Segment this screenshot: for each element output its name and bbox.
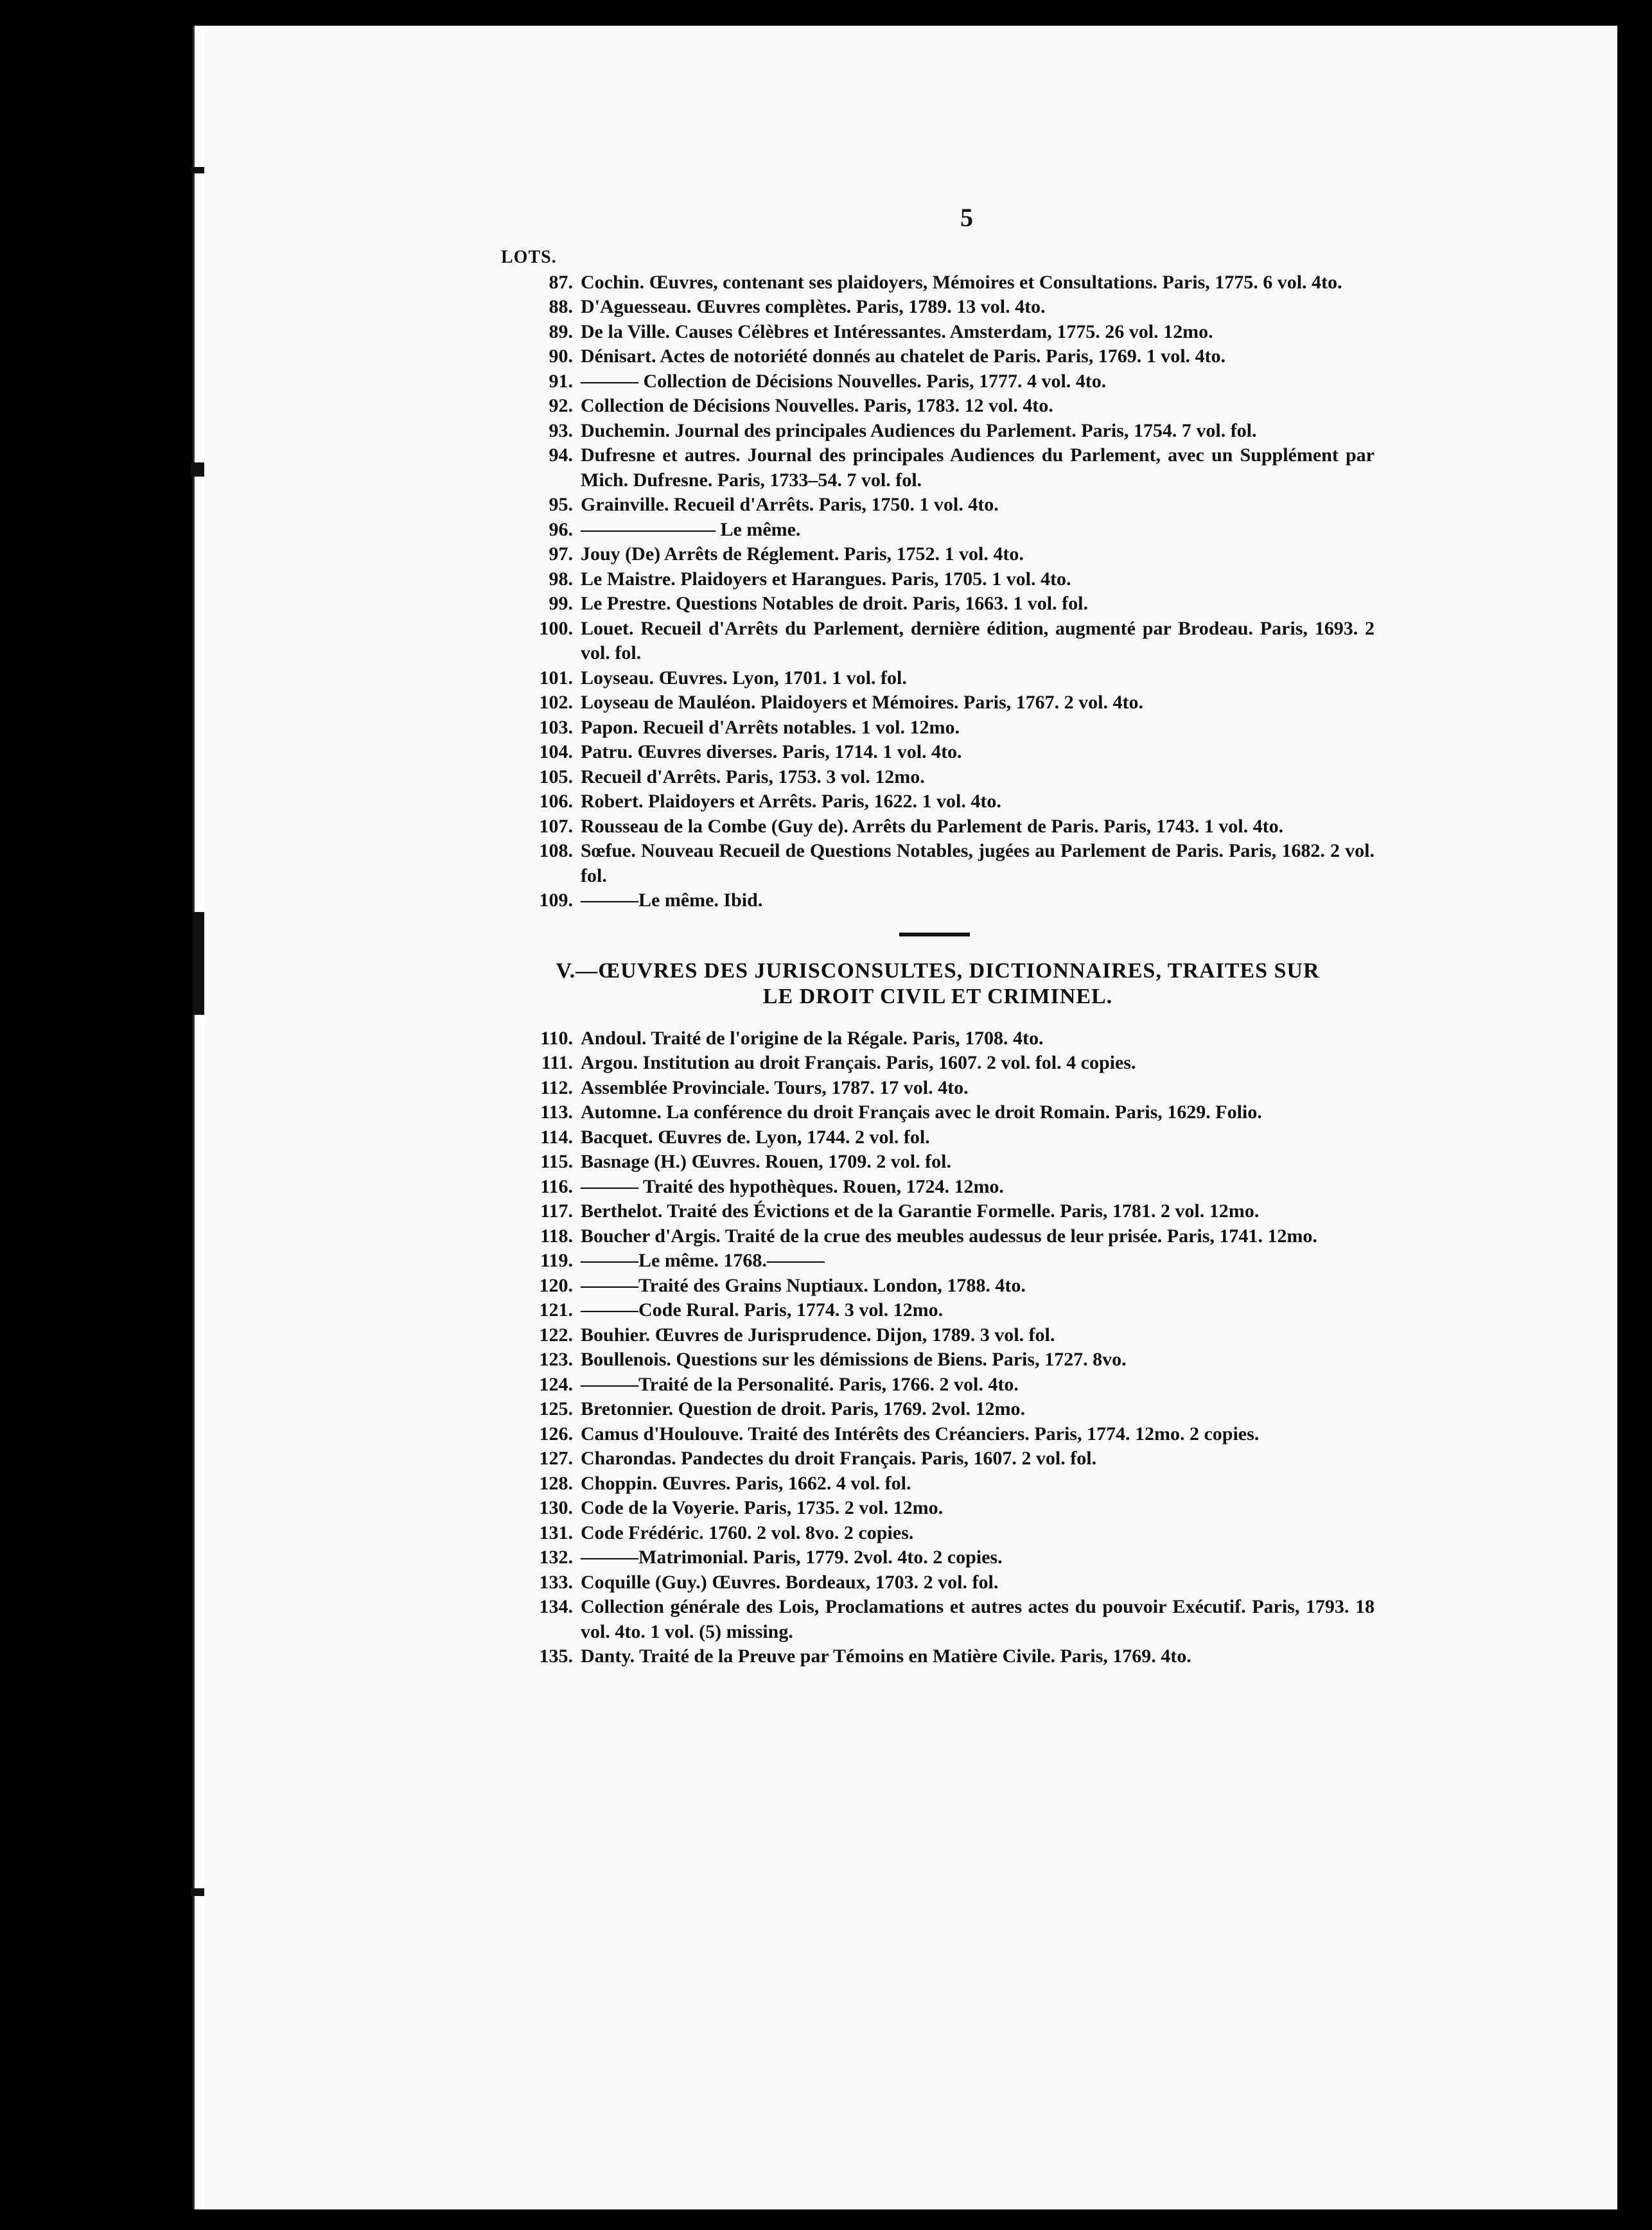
section-heading [501, 958, 1375, 1010]
lots-label: LOTS. [501, 247, 557, 267]
lot-number: 118. [540, 1225, 573, 1247]
lot-number: 96. [549, 518, 573, 540]
lot-number: 122. [539, 1324, 573, 1346]
lot-description: De la Ville. Causes Célèbres et Intéressantes. Amsterdam, 1775. 26 vol. 12mo. [581, 320, 1213, 342]
page-content [501, 203, 1375, 1669]
lot-entry [501, 1446, 1375, 1471]
lot-number: 92. [549, 395, 573, 416]
lot-number: 88. [549, 296, 573, 317]
lot-number: 121. [539, 1299, 573, 1321]
lot-entry [501, 1570, 1375, 1595]
lot-number: 131. [539, 1522, 573, 1543]
lot-description: Cochin. Œuvres, contenant ses plaidoyers, Mémoires et Consultations. Paris, 1775. 6 vol. 4to. [581, 271, 1342, 293]
lot-number: 89. [549, 320, 573, 342]
lot-list-section-v [501, 1026, 1375, 1669]
lot-description: Assemblée Provinciale. Tours, 1787. 17 vol. 4to. [581, 1076, 969, 1098]
lot-entry [501, 1249, 1375, 1274]
lot-description: ———Traité des Grains Nuptiaux. London, 1788. 4to. [581, 1274, 1026, 1296]
lot-description: Patru. Œuvres diverses. Paris, 1714. 1 vol. 4to. [581, 741, 962, 762]
lot-number: 117. [540, 1200, 573, 1222]
lot-entry [501, 1175, 1375, 1200]
lot-entry [501, 765, 1375, 790]
lot-description: Sœfue. Nouveau Recueil de Questions Notables, jugées au Parlement de Paris. Paris, 1682. 2 vol. fol. [581, 840, 1375, 886]
lot-number: 116. [540, 1175, 573, 1197]
lot-number: 91. [549, 370, 573, 392]
lot-description: ——— Collection de Décisions Nouvelles. Paris, 1777. 4 vol. 4to. [581, 370, 1107, 392]
lot-entry [501, 1076, 1375, 1101]
lot-number: 114. [540, 1126, 573, 1148]
lot-number: 124. [539, 1373, 573, 1395]
lot-description: Camus d'Houlouve. Traité des Intérêts des Créanciers. Paris, 1774. 12mo. 2 copies. [581, 1423, 1260, 1444]
lot-entry [501, 592, 1375, 617]
lot-number: 123. [539, 1349, 573, 1370]
lot-entry [501, 789, 1375, 814]
lot-entry [501, 1026, 1375, 1051]
lot-description: Danty. Traité de la Preuve par Témoins en Matière Civile. Paris, 1769. 4to. [581, 1646, 1191, 1667]
lot-entry [501, 1150, 1375, 1175]
lot-description: ———Le même. Ibid. [581, 890, 763, 911]
lot-entry [501, 295, 1375, 320]
lot-description: Le Prestre. Questions Notables de droit. Paris, 1663. 1 vol. fol. [581, 593, 1088, 614]
lot-number: 102. [539, 692, 573, 713]
lot-entry [501, 1051, 1375, 1076]
lot-number: 125. [539, 1398, 573, 1419]
lot-number: 112. [540, 1076, 573, 1098]
lot-entry [501, 617, 1375, 666]
section-heading-line2: LE DROIT CIVIL ET CRIMINEL. [762, 984, 1113, 1008]
lot-entry [501, 394, 1375, 419]
lot-number: 128. [539, 1472, 573, 1494]
lot-entry [501, 1100, 1375, 1125]
lot-number: 120. [539, 1274, 573, 1296]
lot-description: ———Matrimonial. Paris, 1779. 2vol. 4to. 2 copies. [581, 1547, 1003, 1568]
lot-description: Boucher d'Argis. Traité de la crue des meubles audessus de leur prisée. Paris, 1741. 12mo. [581, 1225, 1317, 1247]
lot-number: 103. [539, 716, 573, 738]
lot-description: Papon. Recueil d'Arrêts notables. 1 vol. 12mo. [581, 716, 960, 738]
lot-number: 97. [549, 543, 573, 565]
lot-entry [501, 1422, 1375, 1447]
lot-entry [501, 270, 1375, 295]
lot-description: ———Code Rural. Paris, 1774. 3 vol. 12mo. [581, 1299, 944, 1321]
lot-description: Coquille (Guy.) Œuvres. Bordeaux, 1703. 2 vol. fol. [581, 1571, 999, 1593]
lot-description: Basnage (H.) Œuvres. Rouen, 1709. 2 vol. fol. [581, 1151, 951, 1172]
lot-entry [501, 369, 1375, 394]
lot-entry [501, 1224, 1375, 1249]
lot-number: 110. [540, 1027, 573, 1049]
lot-entry [501, 716, 1375, 741]
lot-number: 134. [539, 1596, 573, 1617]
lot-number: 133. [539, 1571, 573, 1593]
lot-description: Dénisart. Actes de notoriété donnés au chatelet de Paris. Paris, 1769. 1 vol. 4to. [581, 346, 1226, 367]
lot-number: 90. [549, 346, 573, 367]
lot-description: Boullenois. Questions sur les démissions de Biens. Paris, 1727. 8vo. [581, 1349, 1127, 1370]
lot-number: 101. [539, 667, 573, 689]
lot-entry [501, 839, 1375, 888]
lot-description: Charondas. Pandectes du droit Français. Paris, 1607. 2 vol. fol. [581, 1448, 1097, 1469]
lot-description: Collection générale des Lois, Proclamations et autres actes du pouvoir Exécutif. Paris, 1793. 18 vol. 4to. 1 vol. (5) missing. [581, 1596, 1375, 1642]
lot-list-section-iv [501, 270, 1375, 913]
lot-entry [501, 1323, 1375, 1348]
lot-entry [501, 1471, 1375, 1497]
lot-description: Loyseau. Œuvres. Lyon, 1701. 1 vol. fol. [581, 667, 907, 689]
section-heading-line1: V.—ŒUVRES DES JURISCONSULTES, DICTIONNAIRES, TRAITES SUR [556, 958, 1320, 983]
lot-description: Bacquet. Œuvres de. Lyon, 1744. 2 vol. fol. [581, 1126, 930, 1148]
lot-description: Jouy (De) Arrêts de Réglement. Paris, 1752. 1 vol. 4to. [581, 543, 1024, 565]
lot-description: Choppin. Œuvres. Paris, 1662. 4 vol. fol. [581, 1472, 911, 1494]
lot-entry [501, 1348, 1375, 1373]
lot-number: 135. [539, 1646, 573, 1667]
section-divider [899, 933, 970, 936]
lot-number: 127. [539, 1448, 573, 1469]
lot-description: Code de la Voyerie. Paris, 1735. 2 vol. 12mo. [581, 1497, 944, 1518]
lot-number: 94. [549, 444, 573, 466]
lot-description: ———Traité de la Personalité. Paris, 1766. 2 vol. 4to. [581, 1373, 1019, 1395]
lot-description: Robert. Plaidoyers et Arrêts. Paris, 1622. 1 vol. 4to. [581, 791, 1001, 812]
lot-number: 99. [549, 593, 573, 614]
lot-number: 93. [549, 419, 573, 441]
lot-number: 109. [539, 890, 573, 911]
page-number: 5 [960, 203, 973, 232]
lot-description: Collection de Décisions Nouvelles. Paris, 1783. 12 vol. 4to. [581, 395, 1053, 416]
lot-description: Duchemin. Journal des principales Audiences du Parlement. Paris, 1754. 7 vol. fol. [581, 419, 1257, 441]
lot-entry [501, 1397, 1375, 1422]
lot-description: Andoul. Traité de l'origine de la Régale. Paris, 1708. 4to. [581, 1027, 1044, 1049]
lot-entry [501, 666, 1375, 691]
lot-description: ——— Traité des hypothèques. Rouen, 1724. 12mo. [581, 1175, 1004, 1197]
lot-entry [501, 1644, 1375, 1669]
lot-description: Bretonnier. Question de droit. Paris, 1769. 2vol. 12mo. [581, 1398, 1025, 1419]
lot-description: Automne. La conférence du droit Français avec le droit Romain. Paris, 1629. Folio. [581, 1102, 1262, 1123]
lot-description: Rousseau de la Combe (Guy de). Arrêts du Parlement de Paris. Paris, 1743. 1 vol. 4to. [581, 815, 1284, 837]
lot-entry [501, 1496, 1375, 1521]
lot-entry [501, 419, 1375, 444]
lot-number: 119. [540, 1250, 573, 1271]
lot-entry [501, 888, 1375, 913]
lot-description: ——————— Le même. [581, 518, 801, 540]
lot-entry [501, 518, 1375, 543]
lot-entry [501, 320, 1375, 345]
lot-description: Loyseau de Mauléon. Plaidoyers et Mémoires. Paris, 1767. 2 vol. 4to. [581, 692, 1144, 713]
lot-number: 113. [540, 1102, 573, 1123]
lot-number: 104. [539, 741, 573, 762]
lot-number: 106. [539, 791, 573, 812]
lot-number: 87. [549, 271, 573, 293]
lot-description: ———Le même. 1768.——— [581, 1250, 825, 1271]
lot-entry [501, 1521, 1375, 1546]
lot-entry [501, 1274, 1375, 1299]
lot-description: Argou. Institution au droit Français. Paris, 1607. 2 vol. fol. 4 copies. [581, 1052, 1136, 1073]
lot-description: Recueil d'Arrêts. Paris, 1753. 3 vol. 12mo. [581, 766, 925, 787]
lot-number: 108. [539, 840, 573, 861]
lot-description: D'Aguesseau. Œuvres complètes. Paris, 1789. 13 vol. 4to. [581, 296, 1046, 317]
lot-entry [501, 567, 1375, 592]
lot-entry [501, 1545, 1375, 1570]
lot-number: 105. [539, 766, 573, 787]
lot-description: Le Maistre. Plaidoyers et Harangues. Paris, 1705. 1 vol. 4to. [581, 568, 1071, 590]
lot-entry [501, 740, 1375, 765]
lot-description: Code Frédéric. 1760. 2 vol. 8vo. 2 copies. [581, 1522, 914, 1543]
lot-entry [501, 1125, 1375, 1150]
lot-entry [501, 814, 1375, 839]
lot-entry [501, 1199, 1375, 1224]
lot-number: 111. [541, 1052, 573, 1073]
lot-description: Bouhier. Œuvres de Jurisprudence. Dijon, 1789. 3 vol. fol. [581, 1324, 1055, 1346]
lot-number: 132. [539, 1547, 573, 1568]
lot-number: 98. [549, 568, 573, 590]
lot-description: Louet. Recueil d'Arrêts du Parlement, dernière édition, augmenté par Brodeau. Paris, 1693. 2 vol. fol. [581, 617, 1375, 663]
lot-entry [501, 344, 1375, 369]
lot-number: 107. [539, 815, 573, 837]
lot-entry [501, 1595, 1375, 1644]
lot-description: Dufresne et autres. Journal des principales Audiences du Parlement, avec un Supplément par Mich. Dufresne. Paris, 1733–54. 7 vol. fol. [581, 444, 1375, 491]
lot-entry [501, 690, 1375, 716]
lot-entry [501, 1298, 1375, 1323]
lot-entry [501, 493, 1375, 518]
lot-description: Grainville. Recueil d'Arrêts. Paris, 1750. 1 vol. 4to. [581, 494, 999, 515]
lot-entry [501, 1373, 1375, 1398]
lot-description: Berthelot. Traité des Évictions et de la Garantie Formelle. Paris, 1781. 2 vol. 12mo. [581, 1200, 1260, 1222]
lot-entry [501, 443, 1375, 493]
lot-number: 95. [549, 494, 573, 515]
lot-number: 100. [539, 617, 573, 639]
lot-entry [501, 542, 1375, 567]
lot-number: 126. [539, 1423, 573, 1444]
lot-number: 130. [539, 1497, 573, 1518]
lot-number: 115. [540, 1151, 573, 1172]
